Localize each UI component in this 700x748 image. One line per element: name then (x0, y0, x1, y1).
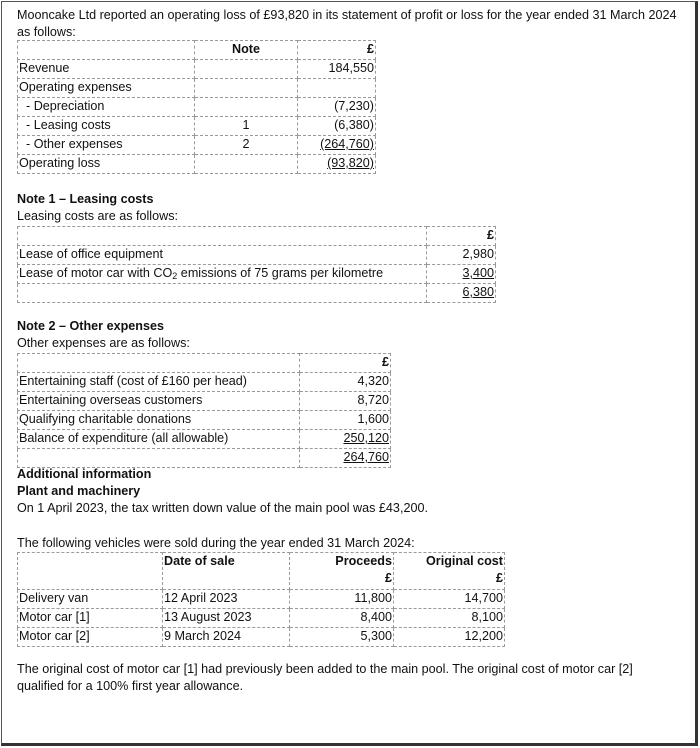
row-note (195, 79, 298, 98)
main-pool-text: On 1 April 2023, the tax written down value of the main pool was £43,200. (17, 501, 428, 515)
vehicle-date: 13 August 2023 (163, 609, 290, 628)
table-row (18, 265, 496, 284)
header-currency: £ (427, 227, 496, 246)
row-amount: 8,720 (300, 392, 391, 411)
vehicle-date: 12 April 2023 (163, 590, 290, 609)
header-cost (394, 553, 505, 590)
row-label (18, 265, 427, 284)
header-cost-label: Original cost (426, 554, 503, 568)
row-label: Entertaining overseas customers (18, 392, 300, 411)
header-cost-currency: £ (495, 571, 503, 585)
label-post: emissions of 75 grams per kilometre (177, 266, 384, 280)
table-header-row (18, 553, 505, 590)
table-row (18, 246, 496, 265)
vehicle-cost: 12,200 (394, 628, 505, 647)
table-row (18, 590, 505, 609)
note1-title: Note 1 – Leasing costs (17, 192, 154, 206)
row-note (195, 155, 298, 174)
row-amount: (93,820) (298, 155, 376, 174)
table-row (18, 373, 391, 392)
row-label: - Depreciation (18, 98, 195, 117)
vehicle-date: 9 March 2024 (163, 628, 290, 647)
row-label: Operating expenses (18, 79, 195, 98)
row-label: Balance of expenditure (all allowable) (18, 430, 300, 449)
vehicle-proceeds: 5,300 (290, 628, 394, 647)
footer-text: The original cost of motor car [1] had previously been added to the main pool. The original cost of motor car [2] qualified for a 100% first year allowance. (17, 662, 633, 693)
note2-subtitle: Other expenses are as follows: (17, 336, 190, 350)
header-currency: £ (298, 41, 376, 60)
vehicle-cost: 14,700 (394, 590, 505, 609)
table-header-row (18, 354, 391, 373)
row-note (195, 98, 298, 117)
row-amount: 2,980 (427, 246, 496, 265)
row-label: - Leasing costs (18, 117, 195, 136)
table-header-row (18, 41, 376, 60)
header-cell (18, 553, 163, 590)
additional-title: Additional information (17, 467, 152, 481)
row-label (18, 284, 427, 303)
row-note (195, 60, 298, 79)
header-note: Note (195, 41, 298, 60)
row-label: Revenue (18, 60, 195, 79)
table-row (18, 98, 376, 117)
vehicles-intro: The following vehicles were sold during the year ended 31 March 2024: (17, 536, 415, 550)
table-row (18, 392, 391, 411)
table-row (18, 628, 505, 647)
row-amount: 1,600 (300, 411, 391, 430)
row-label: Lease of office equipment (18, 246, 427, 265)
table-row (18, 430, 391, 449)
table-row (18, 284, 496, 303)
row-label: Operating loss (18, 155, 195, 174)
row-amount: 264,760 (300, 449, 391, 468)
other-expenses-table (17, 353, 391, 468)
row-amount: (6,380) (298, 117, 376, 136)
row-label: Qualifying charitable donations (18, 411, 300, 430)
table-row (18, 79, 376, 98)
table-header-row (18, 227, 496, 246)
vehicle-cost: 8,100 (394, 609, 505, 628)
row-note: 2 (195, 136, 298, 155)
table-row (18, 60, 376, 79)
vehicle-proceeds: 8,400 (290, 609, 394, 628)
profit-loss-table (17, 40, 376, 174)
header-date-label: Date of sale (164, 554, 235, 568)
intro-text: Mooncake Ltd reported an operating loss of £93,820 in its statement of profit or loss for the year ended 31 March 2024 as follows: (17, 8, 677, 39)
header-date (163, 553, 290, 590)
vehicle-proceeds: 11,800 (290, 590, 394, 609)
header-currency: £ (300, 354, 391, 373)
leasing-costs-table (17, 226, 496, 303)
header-cell (18, 41, 195, 60)
header-proceeds-currency: £ (384, 571, 392, 585)
additional-subtitle: Plant and machinery (17, 484, 141, 498)
row-amount: (7,230) (298, 98, 376, 117)
table-row (18, 449, 391, 468)
row-amount: 3,400 (427, 265, 496, 284)
vehicles-table (17, 552, 505, 647)
row-amount: (264,760) (298, 136, 376, 155)
row-amount: 250,120 (300, 430, 391, 449)
row-amount: 184,550 (298, 60, 376, 79)
vehicle-name: Motor car [2] (18, 628, 163, 647)
note2-title: Note 2 – Other expenses (17, 319, 164, 333)
row-amount: 4,320 (300, 373, 391, 392)
row-label: Entertaining staff (cost of £160 per head) (18, 373, 300, 392)
table-row (18, 609, 505, 628)
row-label: - Other expenses (18, 136, 195, 155)
table-row (18, 411, 391, 430)
header-cell (18, 354, 300, 373)
note1-subtitle: Leasing costs are as follows: (17, 209, 179, 223)
row-amount: 6,380 (427, 284, 496, 303)
row-label (18, 449, 300, 468)
label-pre: Lease of motor car with CO (19, 266, 173, 280)
header-proceeds-label: Proceeds (335, 554, 392, 568)
table-row (18, 155, 376, 174)
table-row (18, 136, 376, 155)
row-amount (298, 79, 376, 98)
label-sub: 2 (172, 271, 178, 281)
header-cell (18, 227, 427, 246)
header-proceeds (290, 553, 394, 590)
table-row (18, 117, 376, 136)
vehicle-name: Delivery van (18, 590, 163, 609)
vehicle-name: Motor car [1] (18, 609, 163, 628)
row-note: 1 (195, 117, 298, 136)
